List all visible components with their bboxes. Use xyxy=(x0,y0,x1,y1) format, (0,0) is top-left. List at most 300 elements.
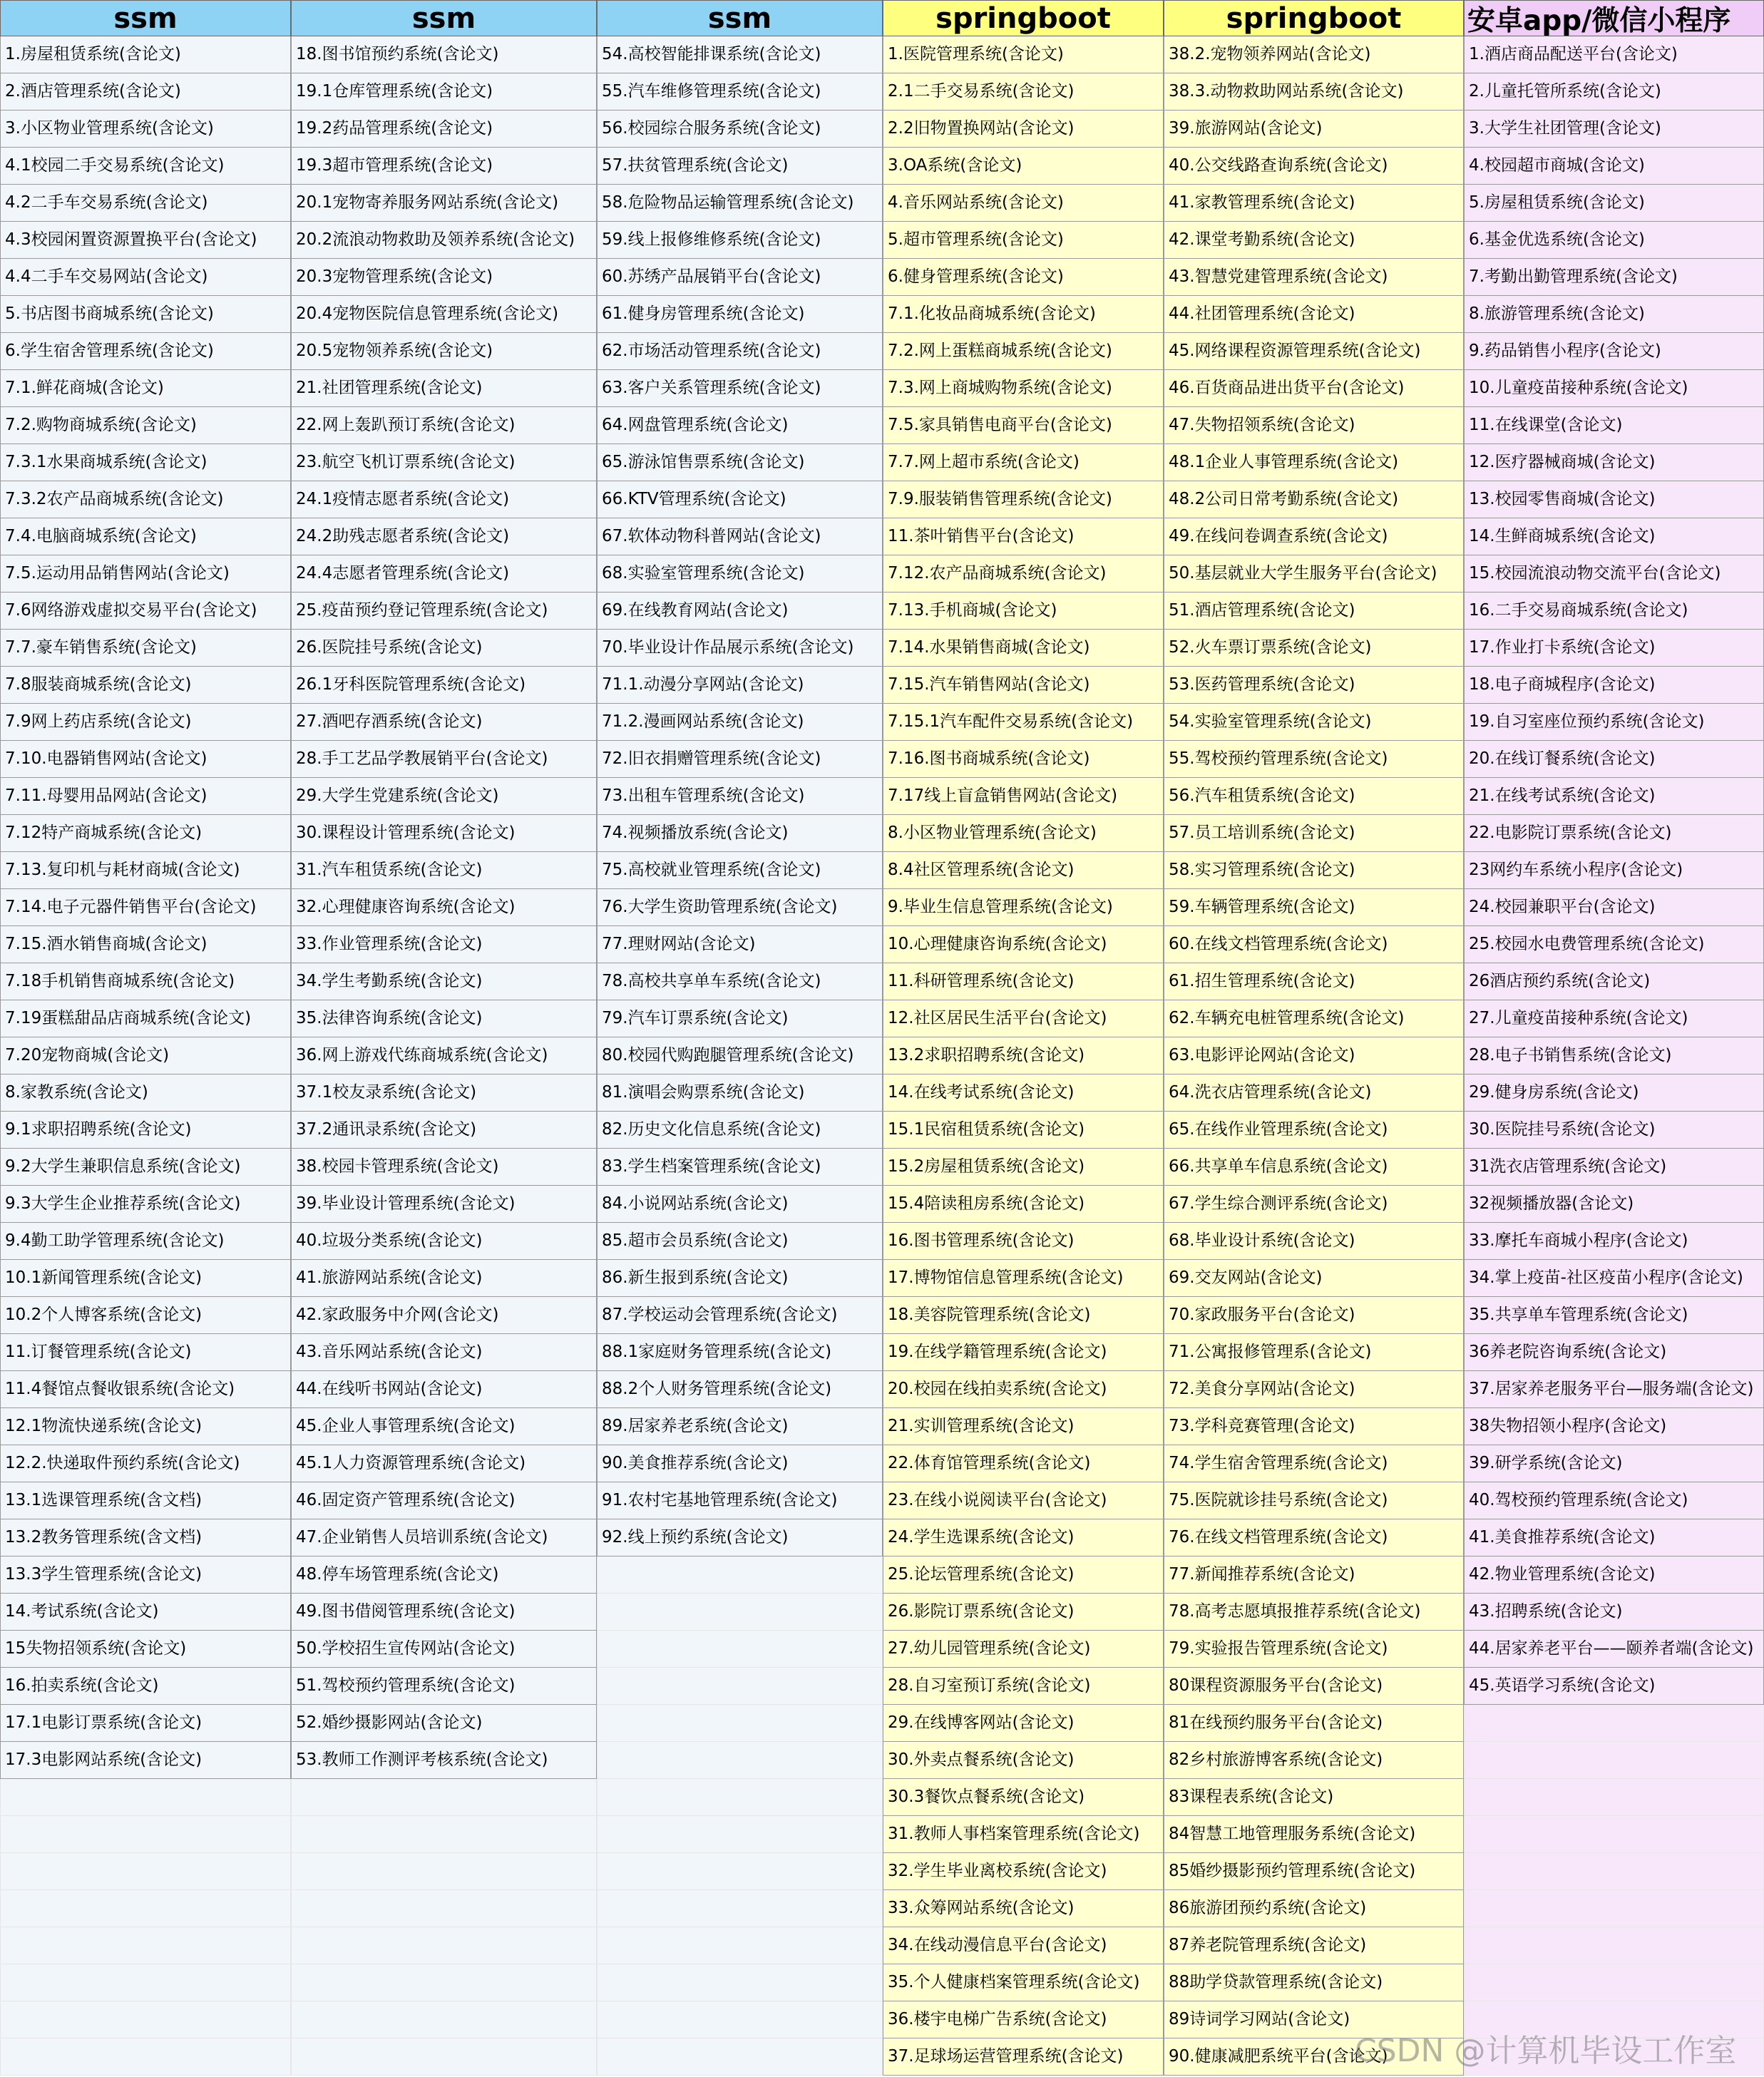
table-cell[interactable]: 7.6网络游戏虚拟交易平台(含论文) xyxy=(0,593,291,630)
table-cell[interactable]: 12.1物流快递系统(含论文) xyxy=(0,1408,291,1445)
table-cell[interactable]: 36.网上游戏代练商城系统(含论文) xyxy=(291,1037,597,1075)
table-cell[interactable]: 25.校园水电费管理系统(含论文) xyxy=(1464,926,1764,963)
table-cell[interactable]: 17.博物馆信息管理系统(含论文) xyxy=(883,1260,1164,1297)
table-cell[interactable]: 89.居家养老系统(含论文) xyxy=(597,1408,883,1445)
table-cell[interactable]: 87养老院管理系统(含论文) xyxy=(1164,1927,1464,1964)
column-header[interactable]: ssm xyxy=(597,0,883,36)
table-cell[interactable]: 68.实验室管理系统(含论文) xyxy=(597,555,883,593)
table-cell[interactable]: 38.3.动物救助网站系统(含论文) xyxy=(1164,73,1464,111)
table-cell[interactable]: 11.科研管理系统(含论文) xyxy=(883,963,1164,1000)
table-cell[interactable]: 84.小说网站系统(含论文) xyxy=(597,1186,883,1223)
table-cell[interactable]: 7.3.网上商城购物系统(含论文) xyxy=(883,370,1164,407)
table-cell[interactable]: 9.2大学生兼职信息系统(含论文) xyxy=(0,1149,291,1186)
table-cell[interactable]: 19.2药品管理系统(含论文) xyxy=(291,111,597,148)
table-cell[interactable] xyxy=(597,1742,883,1779)
table-cell[interactable]: 26.医院挂号系统(含论文) xyxy=(291,630,597,667)
table-cell[interactable]: 65.在线作业管理系统(含论文) xyxy=(1164,1112,1464,1149)
table-cell[interactable]: 20.1宠物寄养服务网站系统(含论文) xyxy=(291,185,597,222)
table-cell[interactable]: 14.在线考试系统(含论文) xyxy=(883,1075,1164,1112)
table-cell[interactable]: 7.9网上药店系统(含论文) xyxy=(0,704,291,741)
table-cell[interactable]: 19.1仓库管理系统(含论文) xyxy=(291,73,597,111)
table-cell[interactable]: 28.手工艺品学教展销平台(含论文) xyxy=(291,741,597,778)
table-cell[interactable]: 4.音乐网站系统(含论文) xyxy=(883,185,1164,222)
table-cell[interactable] xyxy=(1464,1853,1764,1890)
table-cell[interactable]: 33.摩托车商城小程序(含论文) xyxy=(1464,1223,1764,1260)
table-cell[interactable]: 67.学生综合测评系统(含论文) xyxy=(1164,1186,1464,1223)
table-cell[interactable]: 70.毕业设计作品展示系统(含论文) xyxy=(597,630,883,667)
table-cell[interactable]: 37.1校友录系统(含论文) xyxy=(291,1075,597,1112)
table-cell[interactable]: 46.固定资产管理系统(含论文) xyxy=(291,1482,597,1519)
table-cell[interactable]: 31.教师人事档案管理系统(含论文) xyxy=(883,1816,1164,1853)
table-cell[interactable]: 73.学科竞赛管理(含论文) xyxy=(1164,1408,1464,1445)
table-cell[interactable]: 35.个人健康档案管理系统(含论文) xyxy=(883,1964,1164,2001)
table-cell[interactable]: 57.员工培训系统(含论文) xyxy=(1164,815,1464,852)
table-cell[interactable]: 4.校园超市商城(含论文) xyxy=(1464,148,1764,185)
table-cell[interactable]: 43.招聘系统(含论文) xyxy=(1464,1594,1764,1631)
table-cell[interactable]: 32.学生毕业离校系统(含论文) xyxy=(883,1853,1164,1890)
table-cell[interactable]: 12.医疗器械商城(含论文) xyxy=(1464,444,1764,481)
table-cell[interactable]: 19.在线学籍管理系统(含论文) xyxy=(883,1334,1164,1371)
table-cell[interactable]: 83.学生档案管理系统(含论文) xyxy=(597,1149,883,1186)
table-cell[interactable]: 21.实训管理系统(含论文) xyxy=(883,1408,1164,1445)
table-cell[interactable] xyxy=(0,1853,291,1890)
table-cell[interactable]: 70.家政服务平台(含论文) xyxy=(1164,1297,1464,1334)
table-cell[interactable]: 61.健身房管理系统(含论文) xyxy=(597,296,883,333)
table-cell[interactable] xyxy=(291,2038,597,2076)
table-cell[interactable]: 4.4二手车交易网站(含论文) xyxy=(0,259,291,296)
table-cell[interactable] xyxy=(0,1779,291,1816)
table-cell[interactable]: 21.在线考试系统(含论文) xyxy=(1464,778,1764,815)
table-cell[interactable] xyxy=(597,1890,883,1927)
table-cell[interactable]: 35.共享单车管理系统(含论文) xyxy=(1464,1297,1764,1334)
table-cell[interactable]: 20.2流浪动物救助及领养系统(含论文) xyxy=(291,222,597,259)
table-cell[interactable] xyxy=(291,1964,597,2001)
table-cell[interactable]: 72.美食分享网站(含论文) xyxy=(1164,1371,1464,1408)
table-cell[interactable]: 20.5宠物领养系统(含论文) xyxy=(291,333,597,370)
table-cell[interactable]: 43.音乐网站系统(含论文) xyxy=(291,1334,597,1371)
table-cell[interactable]: 5.超市管理系统(含论文) xyxy=(883,222,1164,259)
table-cell[interactable]: 82.历史文化信息系统(含论文) xyxy=(597,1112,883,1149)
table-cell[interactable]: 80课程资源服务平台(含论文) xyxy=(1164,1668,1464,1705)
table-cell[interactable] xyxy=(0,1927,291,1964)
table-cell[interactable]: 19.自习室座位预约系统(含论文) xyxy=(1464,704,1764,741)
table-cell[interactable]: 10.1新闻管理系统(含论文) xyxy=(0,1260,291,1297)
table-cell[interactable]: 11.茶叶销售平台(含论文) xyxy=(883,518,1164,555)
table-cell[interactable]: 7.16.图书商城系统(含论文) xyxy=(883,741,1164,778)
table-cell[interactable]: 7.17线上盲盒销售网站(含论文) xyxy=(883,778,1164,815)
table-cell[interactable] xyxy=(597,1964,883,2001)
table-cell[interactable]: 7.5.家具销售电商平台(含论文) xyxy=(883,407,1164,444)
table-cell[interactable]: 17.3电影网站系统(含论文) xyxy=(0,1742,291,1779)
table-cell[interactable]: 7.2.网上蛋糕商城系统(含论文) xyxy=(883,333,1164,370)
table-cell[interactable]: 7.4.电脑商城系统(含论文) xyxy=(0,518,291,555)
table-cell[interactable]: 54.高校智能排课系统(含论文) xyxy=(597,36,883,73)
table-cell[interactable]: 3.大学生社团管理(含论文) xyxy=(1464,111,1764,148)
table-cell[interactable]: 33.众筹网站系统(含论文) xyxy=(883,1890,1164,1927)
table-cell[interactable]: 13.2教务管理系统(含文档) xyxy=(0,1519,291,1557)
table-cell[interactable]: 7.15.1汽车配件交易系统(含论文) xyxy=(883,704,1164,741)
table-cell[interactable]: 77.新闻推荐系统(含论文) xyxy=(1164,1557,1464,1594)
table-cell[interactable] xyxy=(291,1816,597,1853)
table-cell[interactable]: 2.2旧物置换网站(含论文) xyxy=(883,111,1164,148)
table-cell[interactable]: 34.掌上疫苗-社区疫苗小程序(含论文) xyxy=(1464,1260,1764,1297)
table-cell[interactable]: 47.企业销售人员培训系统(含论文) xyxy=(291,1519,597,1557)
table-cell[interactable]: 29.健身房系统(含论文) xyxy=(1464,1075,1764,1112)
table-cell[interactable]: 58.危险物品运输管理系统(含论文) xyxy=(597,185,883,222)
table-cell[interactable]: 6.健身管理系统(含论文) xyxy=(883,259,1164,296)
table-cell[interactable]: 47.失物招领系统(含论文) xyxy=(1164,407,1464,444)
table-cell[interactable]: 90.健康减肥系统平台(含论文) xyxy=(1164,2038,1464,2076)
table-cell[interactable] xyxy=(597,1594,883,1631)
table-cell[interactable]: 79.实验报告管理系统(含论文) xyxy=(1164,1631,1464,1668)
table-cell[interactable]: 2.儿童托管所系统(含论文) xyxy=(1464,73,1764,111)
table-cell[interactable]: 5.房屋租赁系统(含论文) xyxy=(1464,185,1764,222)
table-cell[interactable]: 41.美食推荐系统(含论文) xyxy=(1464,1519,1764,1557)
table-cell[interactable]: 62.市场活动管理系统(含论文) xyxy=(597,333,883,370)
column-header[interactable]: 安卓app/微信小程序 xyxy=(1464,0,1764,36)
table-cell[interactable]: 35.法律咨询系统(含论文) xyxy=(291,1000,597,1037)
table-cell[interactable] xyxy=(0,1890,291,1927)
table-cell[interactable]: 29.大学生党建系统(含论文) xyxy=(291,778,597,815)
table-cell[interactable]: 7.3.2农产品商城系统(含论文) xyxy=(0,481,291,518)
table-cell[interactable]: 1.酒店商品配送平台(含论文) xyxy=(1464,36,1764,73)
table-cell[interactable]: 89诗词学习网站(含论文) xyxy=(1164,2001,1464,2038)
table-cell[interactable]: 27.酒吧存酒系统(含论文) xyxy=(291,704,597,741)
table-cell[interactable]: 38.校园卡管理系统(含论文) xyxy=(291,1149,597,1186)
table-cell[interactable]: 49.图书借阅管理系统(含论文) xyxy=(291,1594,597,1631)
table-cell[interactable]: 81在线预约服务平台(含论文) xyxy=(1164,1705,1464,1742)
table-cell[interactable]: 2.1二手交易系统(含论文) xyxy=(883,73,1164,111)
table-cell[interactable] xyxy=(291,1927,597,1964)
table-cell[interactable]: 40.驾校预约管理系统(含论文) xyxy=(1464,1482,1764,1519)
table-cell[interactable] xyxy=(597,1853,883,1890)
table-cell[interactable]: 6.基金优选系统(含论文) xyxy=(1464,222,1764,259)
table-cell[interactable]: 9.1求职招聘系统(含论文) xyxy=(0,1112,291,1149)
table-cell[interactable]: 86旅游团预约系统(含论文) xyxy=(1164,1890,1464,1927)
table-cell[interactable]: 7.3.1水果商城系统(含论文) xyxy=(0,444,291,481)
column-header[interactable]: springboot xyxy=(1164,0,1464,36)
table-cell[interactable] xyxy=(597,1927,883,1964)
table-cell[interactable]: 33.作业管理系统(含论文) xyxy=(291,926,597,963)
table-cell[interactable]: 7.12.农产品商城系统(含论文) xyxy=(883,555,1164,593)
table-cell[interactable]: 13.2求职招聘系统(含论文) xyxy=(883,1037,1164,1075)
table-cell[interactable]: 69.交友网站(含论文) xyxy=(1164,1260,1464,1297)
table-cell[interactable]: 45.1人力资源管理系统(含论文) xyxy=(291,1445,597,1482)
table-cell[interactable]: 15.1民宿租赁系统(含论文) xyxy=(883,1112,1164,1149)
table-cell[interactable]: 43.智慧党建管理系统(含论文) xyxy=(1164,259,1464,296)
table-cell[interactable]: 28.自习室预订系统(含论文) xyxy=(883,1668,1164,1705)
table-cell[interactable]: 20.3宠物管理系统(含论文) xyxy=(291,259,597,296)
table-cell[interactable]: 22.体育馆管理系统(含论文) xyxy=(883,1445,1164,1482)
table-cell[interactable]: 25.疫苗预约登记管理系统(含论文) xyxy=(291,593,597,630)
table-cell[interactable]: 7.考勤出勤管理系统(含论文) xyxy=(1464,259,1764,296)
table-cell[interactable]: 38失物招领小程序(含论文) xyxy=(1464,1408,1764,1445)
table-cell[interactable]: 67.软体动物科普网站(含论文) xyxy=(597,518,883,555)
table-cell[interactable]: 30.课程设计管理系统(含论文) xyxy=(291,815,597,852)
table-cell[interactable] xyxy=(291,2001,597,2038)
table-cell[interactable]: 4.1校园二手交易系统(含论文) xyxy=(0,148,291,185)
table-cell[interactable]: 44.居家养老平台——颐养者端(含论文) xyxy=(1464,1631,1764,1668)
table-cell[interactable]: 85.超市会员系统(含论文) xyxy=(597,1223,883,1260)
table-cell[interactable]: 7.14.水果销售商城(含论文) xyxy=(883,630,1164,667)
table-cell[interactable]: 55.驾校预约管理系统(含论文) xyxy=(1164,741,1464,778)
table-cell[interactable]: 16.图书管理系统(含论文) xyxy=(883,1223,1164,1260)
table-cell[interactable] xyxy=(597,1705,883,1742)
table-cell[interactable]: 45.网络课程资源管理系统(含论文) xyxy=(1164,333,1464,370)
table-cell[interactable]: 52.火车票订票系统(含论文) xyxy=(1164,630,1464,667)
table-cell[interactable]: 11.4餐馆点餐收银系统(含论文) xyxy=(0,1371,291,1408)
table-cell[interactable]: 55.汽车维修管理系统(含论文) xyxy=(597,73,883,111)
table-cell[interactable]: 36.楼宇电梯广告系统(含论文) xyxy=(883,2001,1164,2038)
table-cell[interactable]: 50.基层就业大学生服务平台(含论文) xyxy=(1164,555,1464,593)
table-cell[interactable]: 31洗衣店管理系统(含论文) xyxy=(1464,1149,1764,1186)
table-cell[interactable]: 68.毕业设计系统(含论文) xyxy=(1164,1223,1464,1260)
table-cell[interactable] xyxy=(0,2038,291,2076)
table-cell[interactable]: 5.书店图书商城系统(含论文) xyxy=(0,296,291,333)
table-cell[interactable]: 7.9.服装销售管理系统(含论文) xyxy=(883,481,1164,518)
table-cell[interactable]: 84智慧工地管理服务系统(含论文) xyxy=(1164,1816,1464,1853)
table-cell[interactable]: 39.毕业设计管理系统(含论文) xyxy=(291,1186,597,1223)
table-cell[interactable]: 11.订餐管理系统(含论文) xyxy=(0,1334,291,1371)
table-cell[interactable]: 26.影院订票系统(含论文) xyxy=(883,1594,1164,1631)
table-cell[interactable]: 16.二手交易商城系统(含论文) xyxy=(1464,593,1764,630)
table-cell[interactable]: 27.幼儿园管理系统(含论文) xyxy=(883,1631,1164,1668)
table-cell[interactable]: 31.汽车租赁系统(含论文) xyxy=(291,852,597,889)
table-cell[interactable]: 78.高校共享单车系统(含论文) xyxy=(597,963,883,1000)
table-cell[interactable]: 59.线上报修维修系统(含论文) xyxy=(597,222,883,259)
table-cell[interactable]: 7.7.网上超市系统(含论文) xyxy=(883,444,1164,481)
table-cell[interactable]: 15.4陪读租房系统(含论文) xyxy=(883,1186,1164,1223)
table-cell[interactable]: 23.航空飞机订票系统(含论文) xyxy=(291,444,597,481)
table-cell[interactable]: 39.旅游网站(含论文) xyxy=(1164,111,1464,148)
table-cell[interactable]: 90.美食推荐系统(含论文) xyxy=(597,1445,883,1482)
table-cell[interactable]: 8.家教系统(含论文) xyxy=(0,1075,291,1112)
table-cell[interactable]: 15失物招领系统(含论文) xyxy=(0,1631,291,1668)
table-cell[interactable]: 9.3大学生企业推荐系统(含论文) xyxy=(0,1186,291,1223)
table-cell[interactable]: 7.13.手机商城(含论文) xyxy=(883,593,1164,630)
table-cell[interactable]: 10.2个人博客系统(含论文) xyxy=(0,1297,291,1334)
table-cell[interactable]: 82乡村旅游博客系统(含论文) xyxy=(1164,1742,1464,1779)
table-cell[interactable]: 69.在线教育网站(含论文) xyxy=(597,593,883,630)
table-cell[interactable]: 41.家教管理系统(含论文) xyxy=(1164,185,1464,222)
table-cell[interactable] xyxy=(597,1668,883,1705)
table-cell[interactable] xyxy=(1464,1705,1764,1742)
table-cell[interactable] xyxy=(597,1816,883,1853)
table-cell[interactable]: 66.KTV管理系统(含论文) xyxy=(597,481,883,518)
table-cell[interactable]: 50.学校招生宣传网站(含论文) xyxy=(291,1631,597,1668)
table-cell[interactable]: 4.2二手车交易系统(含论文) xyxy=(0,185,291,222)
table-cell[interactable]: 71.2.漫画网站系统(含论文) xyxy=(597,704,883,741)
table-cell[interactable]: 2.酒店管理系统(含论文) xyxy=(0,73,291,111)
table-cell[interactable]: 19.3超市管理系统(含论文) xyxy=(291,148,597,185)
table-cell[interactable]: 15.2房屋租赁系统(含论文) xyxy=(883,1149,1164,1186)
table-cell[interactable]: 12.社区居民生活平台(含论文) xyxy=(883,1000,1164,1037)
table-cell[interactable]: 61.招生管理系统(含论文) xyxy=(1164,963,1464,1000)
table-cell[interactable]: 8.4社区管理系统(含论文) xyxy=(883,852,1164,889)
table-cell[interactable] xyxy=(291,1853,597,1890)
table-cell[interactable]: 9.药品销售小程序(含论文) xyxy=(1464,333,1764,370)
table-cell[interactable]: 88.2个人财务管理系统(含论文) xyxy=(597,1371,883,1408)
table-cell[interactable]: 16.拍卖系统(含论文) xyxy=(0,1668,291,1705)
table-cell[interactable] xyxy=(597,1631,883,1668)
table-cell[interactable]: 30.外卖点餐系统(含论文) xyxy=(883,1742,1164,1779)
table-cell[interactable]: 34.在线动漫信息平台(含论文) xyxy=(883,1927,1164,1964)
table-cell[interactable] xyxy=(1464,1890,1764,1927)
table-cell[interactable]: 75.高校就业管理系统(含论文) xyxy=(597,852,883,889)
table-cell[interactable]: 6.学生宿舍管理系统(含论文) xyxy=(0,333,291,370)
table-cell[interactable]: 74.学生宿舍管理系统(含论文) xyxy=(1164,1445,1464,1482)
table-cell[interactable]: 42.物业管理系统(含论文) xyxy=(1464,1557,1764,1594)
table-cell[interactable]: 7.19蛋糕甜品店商城系统(含论文) xyxy=(0,1000,291,1037)
table-cell[interactable]: 25.论坛管理系统(含论文) xyxy=(883,1557,1164,1594)
table-cell[interactable]: 8.小区物业管理系统(含论文) xyxy=(883,815,1164,852)
table-cell[interactable] xyxy=(0,1816,291,1853)
table-cell[interactable]: 48.停车场管理系统(含论文) xyxy=(291,1557,597,1594)
table-cell[interactable]: 79.汽车订票系统(含论文) xyxy=(597,1000,883,1037)
table-cell[interactable]: 88助学贷款管理系统(含论文) xyxy=(1164,1964,1464,2001)
table-cell[interactable]: 7.10.电器销售网站(含论文) xyxy=(0,741,291,778)
table-cell[interactable]: 59.车辆管理系统(含论文) xyxy=(1164,889,1464,926)
table-cell[interactable]: 20.校园在线拍卖系统(含论文) xyxy=(883,1371,1164,1408)
table-cell[interactable]: 63.电影评论网站(含论文) xyxy=(1164,1037,1464,1075)
table-cell[interactable]: 91.农村宅基地管理系统(含论文) xyxy=(597,1482,883,1519)
table-cell[interactable]: 87.学校运动会管理系统(含论文) xyxy=(597,1297,883,1334)
table-cell[interactable]: 39.研学系统(含论文) xyxy=(1464,1445,1764,1482)
table-cell[interactable]: 46.百货商品进出货平台(含论文) xyxy=(1164,370,1464,407)
table-cell[interactable]: 18.美容院管理系统(含论文) xyxy=(883,1297,1164,1334)
table-cell[interactable]: 36养老院咨询系统(含论文) xyxy=(1464,1334,1764,1371)
table-cell[interactable]: 8.旅游管理系统(含论文) xyxy=(1464,296,1764,333)
column-header[interactable]: ssm xyxy=(0,0,291,36)
table-cell[interactable]: 28.电子书销售系统(含论文) xyxy=(1464,1037,1764,1075)
table-cell[interactable]: 1.医院管理系统(含论文) xyxy=(883,36,1164,73)
table-cell[interactable]: 52.婚纱摄影网站(含论文) xyxy=(291,1705,597,1742)
table-cell[interactable]: 32视频播放器(含论文) xyxy=(1464,1186,1764,1223)
table-cell[interactable]: 23网约车系统小程序(含论文) xyxy=(1464,852,1764,889)
table-cell[interactable]: 24.2助残志愿者系统(含论文) xyxy=(291,518,597,555)
table-cell[interactable] xyxy=(1464,1964,1764,2001)
table-cell[interactable]: 76.在线文档管理系统(含论文) xyxy=(1164,1519,1464,1557)
table-cell[interactable] xyxy=(597,2001,883,2038)
table-cell[interactable]: 24.学生选课系统(含论文) xyxy=(883,1519,1164,1557)
table-cell[interactable]: 3.OA系统(含论文) xyxy=(883,148,1164,185)
table-cell[interactable]: 13.1选课管理系统(含文档) xyxy=(0,1482,291,1519)
table-cell[interactable]: 7.15.酒水销售商城(含论文) xyxy=(0,926,291,963)
table-cell[interactable]: 10.心理健康咨询系统(含论文) xyxy=(883,926,1164,963)
table-cell[interactable]: 17.作业打卡系统(含论文) xyxy=(1464,630,1764,667)
table-cell[interactable]: 45.英语学习系统(含论文) xyxy=(1464,1668,1764,1705)
table-cell[interactable]: 29.在线博客网站(含论文) xyxy=(883,1705,1164,1742)
table-cell[interactable] xyxy=(597,2038,883,2076)
table-cell[interactable]: 7.13.复印机与耗材商城(含论文) xyxy=(0,852,291,889)
table-cell[interactable]: 64.洗衣店管理系统(含论文) xyxy=(1164,1075,1464,1112)
table-cell[interactable]: 64.网盘管理系统(含论文) xyxy=(597,407,883,444)
table-cell[interactable] xyxy=(1464,1927,1764,1964)
table-cell[interactable]: 21.社团管理系统(含论文) xyxy=(291,370,597,407)
table-cell[interactable]: 71.1.动漫分享网站(含论文) xyxy=(597,667,883,704)
table-cell[interactable]: 44.社团管理系统(含论文) xyxy=(1164,296,1464,333)
table-cell[interactable]: 42.课堂考勤系统(含论文) xyxy=(1164,222,1464,259)
table-cell[interactable] xyxy=(0,2001,291,2038)
table-cell[interactable]: 48.2公司日常考勤系统(含论文) xyxy=(1164,481,1464,518)
table-cell[interactable]: 51.酒店管理系统(含论文) xyxy=(1164,593,1464,630)
table-cell[interactable]: 24.4志愿者管理系统(含论文) xyxy=(291,555,597,593)
table-cell[interactable]: 4.3校园闲置资源置换平台(含论文) xyxy=(0,222,291,259)
table-cell[interactable]: 37.2通讯录系统(含论文) xyxy=(291,1112,597,1149)
table-cell[interactable]: 1.房屋租赁系统(含论文) xyxy=(0,36,291,73)
table-cell[interactable]: 66.共享单车信息系统(含论文) xyxy=(1164,1149,1464,1186)
table-cell[interactable]: 9.4勤工助学管理系统(含论文) xyxy=(0,1223,291,1260)
table-cell[interactable]: 7.14.电子元器件销售平台(含论文) xyxy=(0,889,291,926)
table-cell[interactable] xyxy=(597,1557,883,1594)
table-cell[interactable]: 7.15.汽车销售网站(含论文) xyxy=(883,667,1164,704)
table-cell[interactable]: 45.企业人事管理系统(含论文) xyxy=(291,1408,597,1445)
table-cell[interactable]: 7.2.购物商城系统(含论文) xyxy=(0,407,291,444)
table-cell[interactable]: 23.在线小说阅读平台(含论文) xyxy=(883,1482,1164,1519)
table-cell[interactable]: 14.考试系统(含论文) xyxy=(0,1594,291,1631)
table-cell[interactable]: 18.电子商城程序(含论文) xyxy=(1464,667,1764,704)
table-cell[interactable]: 88.1家庭财务管理系统(含论文) xyxy=(597,1334,883,1371)
table-cell[interactable]: 56.汽车租赁系统(含论文) xyxy=(1164,778,1464,815)
table-cell[interactable]: 26酒店预约系统(含论文) xyxy=(1464,963,1764,1000)
table-cell[interactable]: 86.新生报到系统(含论文) xyxy=(597,1260,883,1297)
table-cell[interactable] xyxy=(1464,1742,1764,1779)
table-cell[interactable]: 71.公寓报修管理系(含论文) xyxy=(1164,1334,1464,1371)
table-cell[interactable]: 54.实验室管理系统(含论文) xyxy=(1164,704,1464,741)
table-cell[interactable]: 76.大学生资助管理系统(含论文) xyxy=(597,889,883,926)
table-cell[interactable]: 10.儿童疫苗接种系统(含论文) xyxy=(1464,370,1764,407)
table-cell[interactable]: 78.高考志愿填报推荐系统(含论文) xyxy=(1164,1594,1464,1631)
table-cell[interactable] xyxy=(1464,1779,1764,1816)
table-cell[interactable]: 22.电影院订票系统(含论文) xyxy=(1464,815,1764,852)
table-cell[interactable]: 24.1疫情志愿者系统(含论文) xyxy=(291,481,597,518)
table-cell[interactable]: 7.1.鲜花商城(含论文) xyxy=(0,370,291,407)
table-cell[interactable]: 74.视频播放系统(含论文) xyxy=(597,815,883,852)
table-cell[interactable]: 20.在线订餐系统(含论文) xyxy=(1464,741,1764,778)
table-cell[interactable]: 34.学生考勤系统(含论文) xyxy=(291,963,597,1000)
table-cell[interactable]: 80.校园代购跑腿管理系统(含论文) xyxy=(597,1037,883,1075)
table-cell[interactable]: 73.出租车管理系统(含论文) xyxy=(597,778,883,815)
table-cell[interactable]: 40.垃圾分类系统(含论文) xyxy=(291,1223,597,1260)
table-cell[interactable]: 42.家政服务中介网(含论文) xyxy=(291,1297,597,1334)
table-cell[interactable] xyxy=(597,1779,883,1816)
table-cell[interactable] xyxy=(0,1964,291,2001)
table-cell[interactable]: 81.演唱会购票系统(含论文) xyxy=(597,1075,883,1112)
table-cell[interactable]: 51.驾校预约管理系统(含论文) xyxy=(291,1668,597,1705)
table-cell[interactable]: 30.3餐饮点餐系统(含论文) xyxy=(883,1779,1164,1816)
table-cell[interactable]: 3.小区物业管理系统(含论文) xyxy=(0,111,291,148)
table-cell[interactable]: 30.医院挂号系统(含论文) xyxy=(1464,1112,1764,1149)
table-cell[interactable]: 9.毕业生信息管理系统(含论文) xyxy=(883,889,1164,926)
table-cell[interactable] xyxy=(291,1890,597,1927)
table-cell[interactable]: 85婚纱摄影预约管理系统(含论文) xyxy=(1164,1853,1464,1890)
table-cell[interactable]: 72.旧衣捐赠管理系统(含论文) xyxy=(597,741,883,778)
table-cell[interactable]: 58.实习管理系统(含论文) xyxy=(1164,852,1464,889)
table-cell[interactable]: 60.在线文档管理系统(含论文) xyxy=(1164,926,1464,963)
table-cell[interactable]: 40.公交线路查询系统(含论文) xyxy=(1164,148,1464,185)
table-cell[interactable] xyxy=(291,1779,597,1816)
table-cell[interactable]: 13.校园零售商城(含论文) xyxy=(1464,481,1764,518)
table-cell[interactable]: 22.网上轰趴预订系统(含论文) xyxy=(291,407,597,444)
table-cell[interactable]: 14.生鲜商城系统(含论文) xyxy=(1464,518,1764,555)
table-cell[interactable]: 57.扶贫管理系统(含论文) xyxy=(597,148,883,185)
table-cell[interactable]: 92.线上预约系统(含论文) xyxy=(597,1519,883,1557)
table-cell[interactable]: 27.儿童疫苗接种系统(含论文) xyxy=(1464,1000,1764,1037)
table-cell[interactable]: 48.1企业人事管理系统(含论文) xyxy=(1164,444,1464,481)
table-cell[interactable]: 18.图书馆预约系统(含论文) xyxy=(291,36,597,73)
table-cell[interactable]: 44.在线听书网站(含论文) xyxy=(291,1371,597,1408)
table-cell[interactable]: 49.在线问卷调查系统(含论文) xyxy=(1164,518,1464,555)
